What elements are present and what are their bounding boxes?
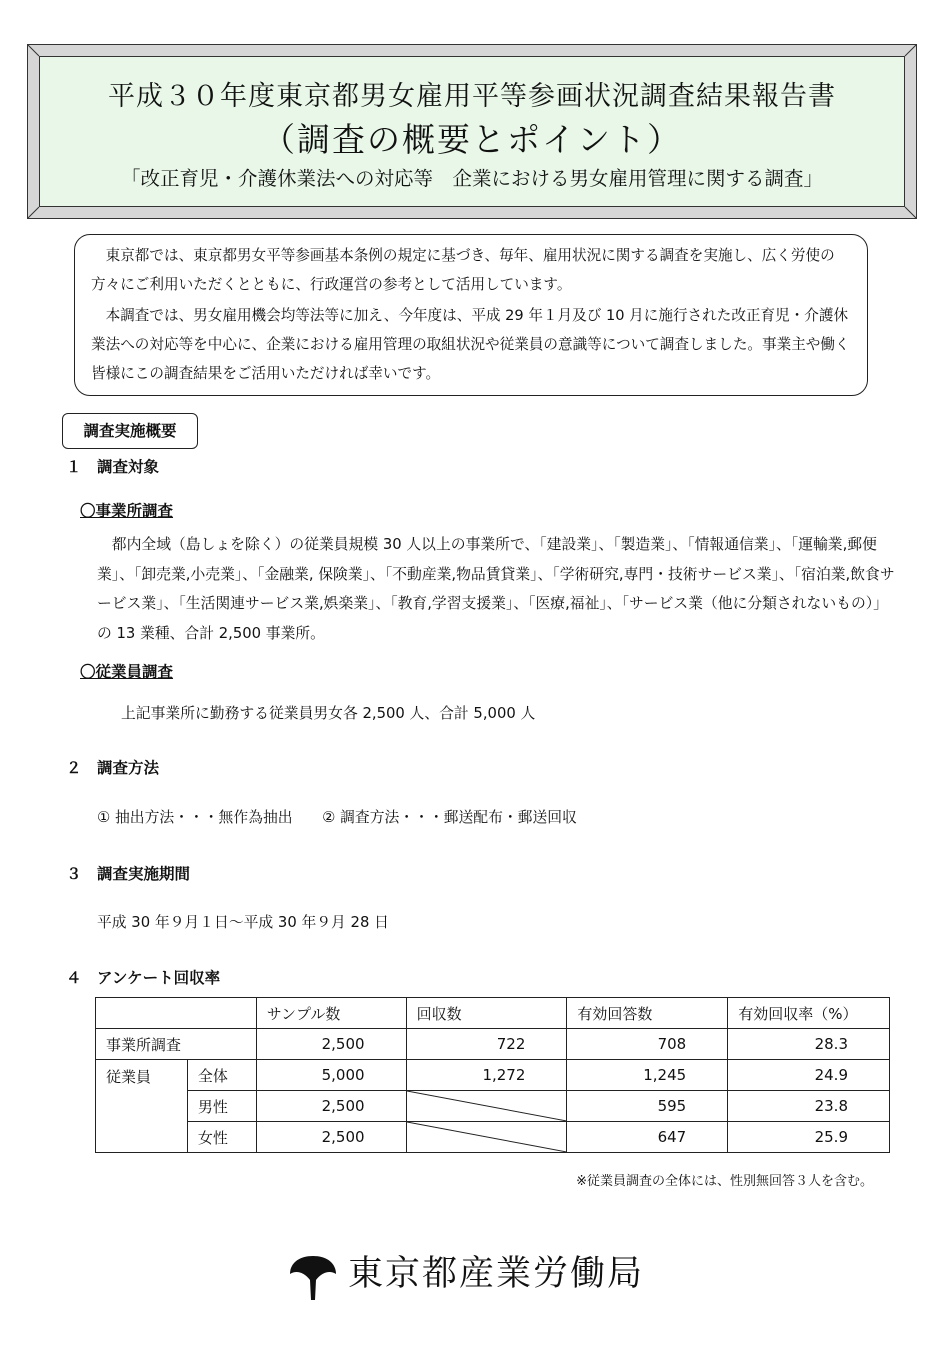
diagonal-line [407,1122,567,1152]
row-label: 全体 [187,1060,256,1091]
response-rate-table [95,997,890,1153]
cell-valid: 708 [567,1029,728,1060]
diagonal-line [407,1091,567,1121]
row-label: 男性 [187,1091,256,1122]
cell-sample: 2,500 [256,1122,406,1153]
tokyo-ginkgo-logo-icon [288,1250,338,1302]
header-valid: 有効回答数 [567,998,728,1029]
cell-sample: 2,500 [256,1029,406,1060]
title-panel [39,56,905,207]
section1-heading: １ 調査対象 [66,458,160,476]
employee-group-label: 従業員 [96,1060,188,1153]
header-collected: 回収数 [406,998,567,1029]
office-survey-text: 都内全域（島しょを除く）の従業員規模 30 人以上の事業所で、「建設業」、「製造業」、「情報通信業」、「運輸業,郵便業」、「卸売業,小売業」、「金融業, 保険業」、「不動産業,物品賃貸業」、「学術研究,専門・技術サービス業」、「宿泊業,飲食サービス業」、「生活関連サービス業,娯楽業」、「教育,学習支援業」、「医療,福祉」、「サービス業（他に分類されないもの）」の 13 業種、合計 2,500 事業所。 [97,536,895,642]
table-header-row [96,998,890,1029]
cell-sample: 2,500 [256,1091,406,1122]
employee-survey-heading: 〇従業員調査 [80,663,174,681]
org-name: 東京都産業労働局 [348,1254,645,1294]
office-survey-heading: 〇事業所調査 [80,502,174,520]
cell-rate: 25.9 [728,1122,890,1153]
table-row [96,1060,890,1091]
cell-valid: 647 [567,1122,728,1153]
cell-collected-empty [406,1091,567,1122]
row-label: 事業所調査 [96,1029,257,1060]
table-row [96,1091,890,1122]
intro-paragraph-2: 本調査では、男女雇用機会均等法等に加え、今年度は、平成 29 年１月及び 10 月に施行された改正育児・介護休業法への対応等を中心に、企業における雇用管理の取組状況や従業員の意識等について調査しました。事業主や働く皆様にこの調査結果をご活用いただければ幸いです。 [91,307,850,382]
report-theme: 「改正育児・介護休業法への対応等 企業における男女雇用管理に関する調査」 [120,167,823,190]
header-rate: 有効回収率（%） [728,998,890,1029]
table-row [96,1029,890,1060]
employee-survey-text: 上記事業所に勤務する従業員男女各 2,500 人、合計 5,000 人 [121,705,536,722]
overview-tab: 調査実施概要 [62,413,198,449]
intro-box [74,234,868,396]
cell-collected: 1,272 [406,1060,567,1091]
cell-collected: 722 [406,1029,567,1060]
table-corner-cell [96,998,257,1029]
method-text: ① 抽出方法・・・無作為抽出 ② 調査方法・・・郵送配布・郵送回収 [97,809,577,826]
row-label: 女性 [187,1122,256,1153]
section2-heading: ２ 調査方法 [66,759,160,777]
footer-logo [288,1250,668,1304]
cell-valid: 595 [567,1091,728,1122]
table-row [96,1122,890,1153]
section3-heading: ３ 調査実施期間 [66,865,191,883]
cell-valid: 1,245 [567,1060,728,1091]
intro-paragraph-1: 東京都では、東京都男女平等参画基本条例の規定に基づき、毎年、雇用状況に関する調査を実施し、広く労使の方々にご利用いただくとともに、行政運営の参考として活用しています。 [91,247,835,293]
section4-heading: ４ アンケート回収率 [66,969,221,987]
table-footnote: ※従業員調査の全体には、性別無回答３人を含む。 [576,1174,873,1189]
report-subtitle: （調査の概要とポイント） [262,120,682,159]
cell-rate: 28.3 [728,1029,890,1060]
cell-collected-empty [406,1122,567,1153]
report-title: 平成３０年度東京都男女雇用平等参画状況調査結果報告書 [108,81,836,112]
cell-rate: 24.9 [728,1060,890,1091]
cell-rate: 23.8 [728,1091,890,1122]
header-sample: サンプル数 [256,998,406,1029]
title-banner [27,44,917,219]
period-text: 平成 30 年９月１日～平成 30 年９月 28 日 [97,914,389,931]
cell-sample: 5,000 [256,1060,406,1091]
